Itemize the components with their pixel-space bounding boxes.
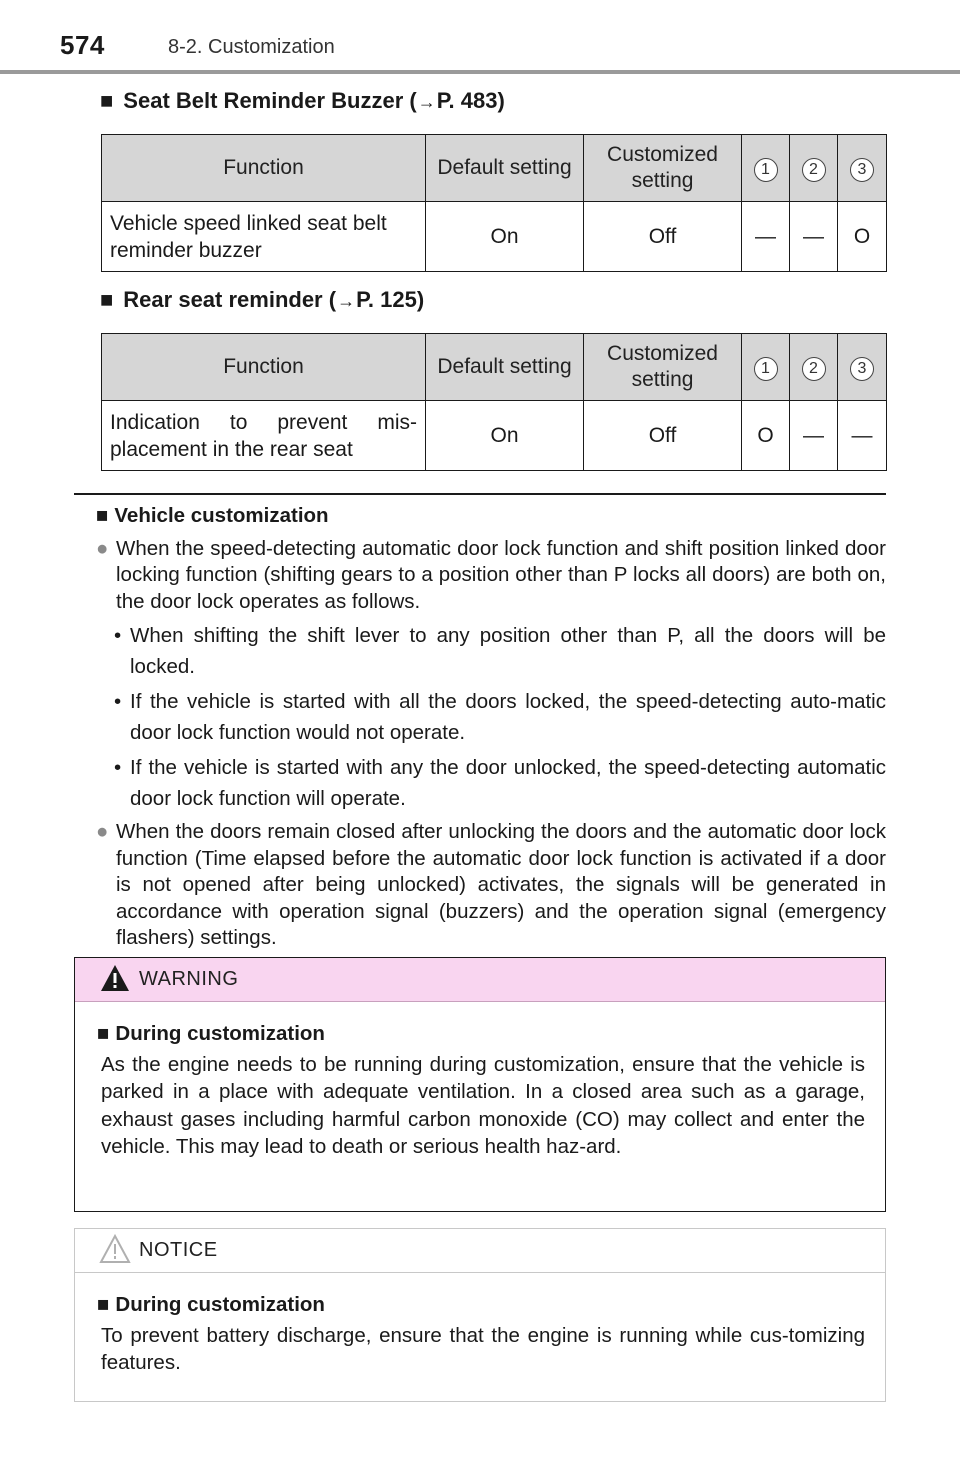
notice-box — [74, 1228, 886, 1402]
table-row — [102, 202, 887, 272]
table-header-row — [102, 334, 887, 401]
notice-text: To prevent battery discharge, ensure that the engine is running while cus-tomizing features. — [101, 1323, 865, 1374]
notice-title: ■ During customization — [97, 1293, 325, 1316]
warning-body — [97, 1020, 865, 1161]
rear-seat-reminder-heading: ■ Rear seat reminder (→P. 125) — [100, 287, 425, 312]
seat-belt-buzzer-table — [101, 134, 887, 272]
list-item: • When shifting the shift lever to any position other than P, all the doors will be locked. — [114, 624, 886, 678]
section-title: 8-2. Customization — [168, 36, 335, 58]
table-row — [102, 401, 887, 471]
col-method-3 — [838, 135, 887, 202]
section-divider — [74, 493, 886, 495]
square-icon: ■ — [100, 88, 114, 113]
cell-default: On — [426, 202, 584, 272]
warning-header — [75, 958, 885, 1002]
list-item: • If the vehicle is started with any the door unlocked, the speed-detecting automatic door lock function will operate. — [114, 756, 886, 810]
square-icon: ■ — [97, 1293, 110, 1316]
square-icon: ■ — [96, 504, 109, 527]
notice-header — [75, 1229, 885, 1273]
circled-number-icon: 3 — [850, 158, 874, 182]
col-default: Default setting — [426, 135, 584, 202]
arrow-icon: → — [417, 92, 436, 112]
notice-body — [97, 1291, 865, 1377]
header-rule — [0, 70, 960, 74]
cell-method-1: O — [742, 401, 790, 471]
cell-customized: Off — [584, 401, 742, 471]
warning-triangle-icon — [99, 963, 131, 993]
cell-method-1: — — [742, 202, 790, 272]
bullet-dot-icon: ● — [96, 536, 109, 560]
table-header-row — [102, 135, 887, 202]
sub-bullet-list — [96, 621, 886, 814]
cell-function: Indication to prevent mis-placement in the rear seat — [102, 401, 426, 471]
circled-number-icon: 2 — [802, 158, 826, 182]
seat-belt-buzzer-heading: ■ Seat Belt Reminder Buzzer (→P. 483) — [100, 88, 505, 113]
cell-method-3: O — [838, 202, 887, 272]
vehicle-customization-notes — [96, 503, 886, 952]
cell-method-3: — — [838, 401, 887, 471]
col-default: Default setting — [426, 334, 584, 401]
col-function: Function — [102, 334, 426, 401]
square-icon: ■ — [100, 287, 114, 312]
col-method-1 — [742, 334, 790, 401]
circled-number-icon: 1 — [754, 357, 778, 381]
circled-number-icon: 1 — [754, 158, 778, 182]
circled-number-icon: 3 — [850, 357, 874, 381]
circled-number-icon: 2 — [802, 357, 826, 381]
cell-customized: Off — [584, 202, 742, 272]
cell-method-2: — — [790, 202, 838, 272]
caution-triangle-icon — [99, 1234, 131, 1264]
col-customized: Customized setting — [584, 135, 742, 202]
col-method-3 — [838, 334, 887, 401]
page-header — [0, 0, 960, 76]
note-item: ● When the doors remain closed after unlocking the doors and the automatic door lock function (Time elapsed before the automatic door lock function is activated if a door is not opened after being unlocked) activates, the signals will be generated in accordance with operation signal (buzzers) and the operation signal (emergency flashers) settings. — [96, 820, 886, 949]
notice-label: NOTICE — [139, 1239, 218, 1261]
rear-seat-reminder-table — [101, 333, 887, 471]
col-method-2 — [790, 334, 838, 401]
warning-title: ■ During customization — [97, 1022, 325, 1045]
square-icon: ■ — [97, 1022, 110, 1045]
arrow-icon: → — [337, 291, 356, 311]
warning-box — [74, 957, 886, 1212]
cell-method-2: — — [790, 401, 838, 471]
notes-title: ■ Vehicle customization — [96, 504, 329, 527]
warning-text: As the engine needs to be running during customization, ensure that the vehicle is parked in a place with adequate ventilation. In a closed area such as a garage, exhaust gases including harmful carbon monoxide (CO) may collect and enter the vehicle. This may lead to death or serious health haz-ard. — [101, 1052, 865, 1158]
col-method-1 — [742, 135, 790, 202]
cell-default: On — [426, 401, 584, 471]
warning-label: WARNING — [139, 968, 239, 990]
col-customized: Customized setting — [584, 334, 742, 401]
note-item: ● When the speed-detecting automatic door lock function and shift position linked door locking function (shifting gears to a position other than P locks all doors) are both on, the door lock operates as follows. — [96, 536, 886, 613]
bullet-dot-icon: ● — [96, 820, 109, 843]
col-method-2 — [790, 135, 838, 202]
page-number: 574 — [60, 30, 105, 60]
col-function: Function — [102, 135, 426, 202]
cell-function: Vehicle speed linked seat belt reminder buzzer — [102, 202, 426, 272]
list-item: • If the vehicle is started with all the doors locked, the speed-detecting auto-matic door lock function would not operate. — [114, 690, 886, 744]
